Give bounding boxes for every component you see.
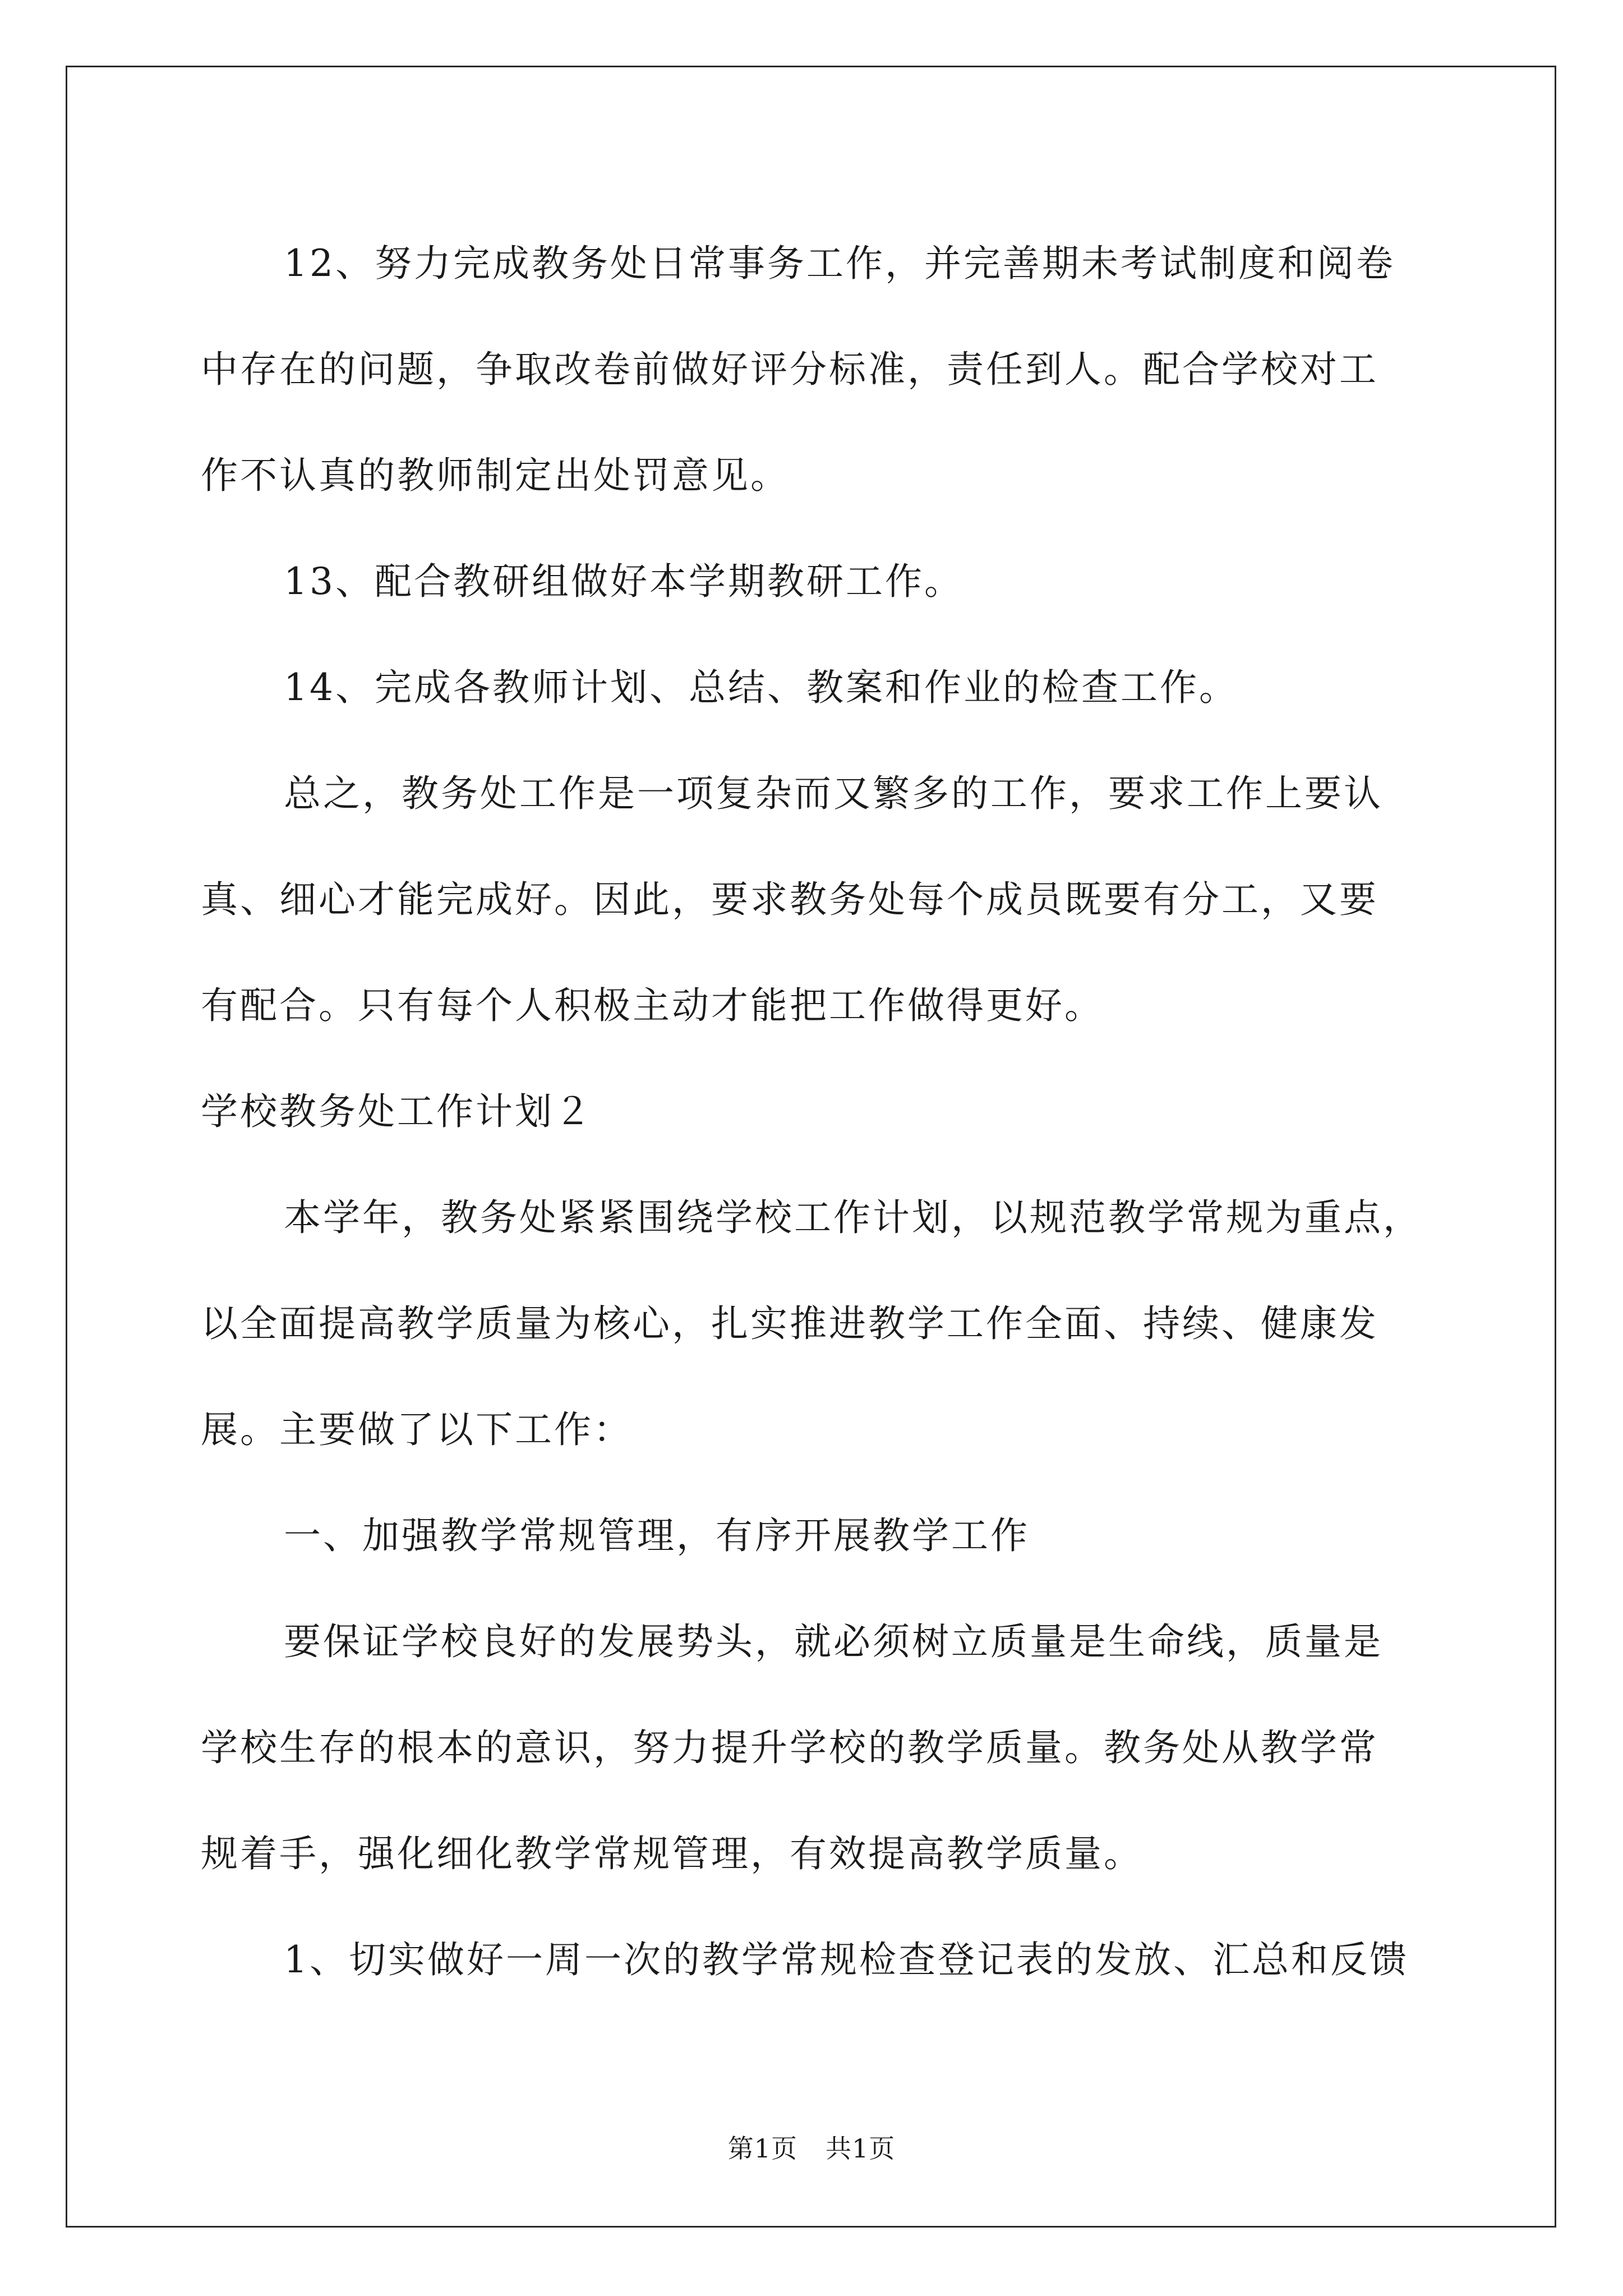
paragraph-line: 13、配合教研组做好本学期教研工作。: [284, 560, 963, 603]
paragraph-line: 学校生存的根本的意识，努力提升学校的教学质量。教务处从教学常: [201, 1726, 1378, 1769]
paragraph-line: 展。主要做了以下工作：: [201, 1408, 633, 1451]
paragraph-line: 要保证学校良好的发展势头，就必须树立质量是生命线，质量是: [284, 1620, 1383, 1663]
paragraph-line: 1、切实做好一周一次的教学常规检查登记表的发放、汇总和反馈: [284, 1938, 1409, 1981]
paragraph-line: 有配合。只有每个人积极主动才能把工作做得更好。: [201, 984, 1104, 1027]
section-heading: 学校教务处工作计划２: [201, 1090, 593, 1133]
page-number: 第1页: [727, 2133, 797, 2164]
paragraph-line: 真、细心才能完成好。因此，要求教务处每个成员既要有分工，又要: [201, 878, 1378, 921]
paragraph-line: 总之，教务处工作是一项复杂而又繁多的工作，要求工作上要认: [284, 772, 1383, 815]
paragraph-line: 以全面提高教学质量为核心，扎实推进教学工作全面、持续、健康发: [201, 1302, 1378, 1345]
paragraph-line: 中存在的问题，争取改卷前做好评分标准，责任到人。配合学校对工: [201, 348, 1378, 391]
document-body: [201, 210, 1435, 2013]
page-total: 共1页: [826, 2133, 896, 2164]
paragraph-line: 本学年，教务处紧紧围绕学校工作计划，以规范教学常规为重点，: [284, 1196, 1422, 1239]
paragraph-line: 作不认真的教师制定出处罚意见。: [201, 454, 790, 497]
paragraph-line: 12、努力完成教务处日常事务工作，并完善期未考试制度和阅卷: [284, 242, 1395, 285]
paragraph-line: 14、完成各教师计划、总结、教案和作业的检查工作。: [284, 666, 1238, 709]
subsection-heading: 一、加强教学常规管理，有序开展教学工作: [284, 1514, 1030, 1557]
paragraph-line: 规着手，强化细化教学常规管理，有效提高教学质量。: [201, 1832, 1143, 1875]
page-footer: [0, 2132, 1623, 2165]
